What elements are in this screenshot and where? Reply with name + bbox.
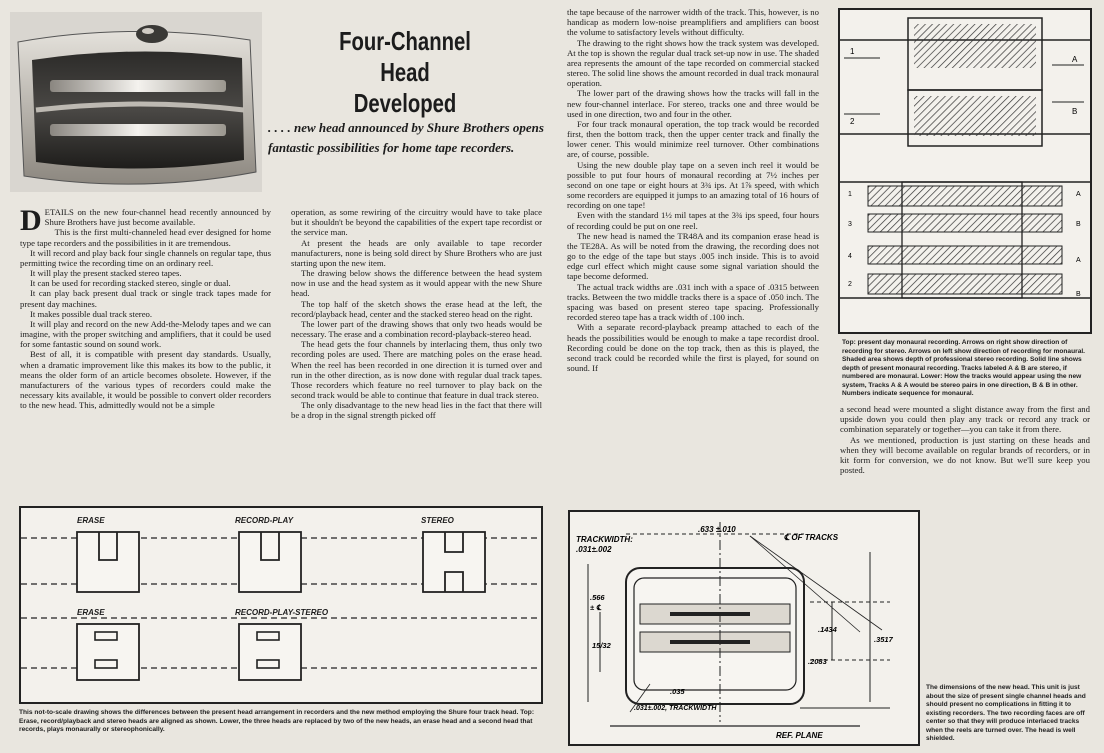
dimension-svg	[570, 512, 918, 744]
col2-para: The drawing below shows the difference between the head system now in use and the head system as it would appear with the new Shure head.	[291, 268, 542, 299]
col4-para: As we mentioned, production is just starting on these heads and when they will become available on regular brands of recorders, or in kit form for conversion, we do not know. But we'll sure keep you posted.	[840, 434, 1090, 476]
top-right-label: B	[1072, 107, 1078, 116]
head-comparison-svg	[21, 508, 541, 702]
dim-035: .035	[670, 687, 685, 696]
title-line-1: Four-Channel Head	[339, 26, 471, 88]
dim-cl: ± ℄	[590, 603, 602, 612]
col3-para: Even with the standard 1½ mil tapes at the 3¾ ips speed, four hours of recording could be put on one reel.	[567, 210, 819, 231]
dim-15-32: 15/32	[592, 641, 611, 650]
bottom-left-label: 1	[848, 191, 852, 198]
dim-3517: .3517	[874, 635, 893, 644]
col2-para: At present the heads are only available to tape recorder manufacturers, none is being sold direct by Shure Brothers who are just starting upon the new item.	[291, 237, 542, 268]
track-width-label: TRACKWIDTH:	[576, 535, 633, 544]
column-1	[20, 204, 271, 411]
label-erase: ERASE	[77, 516, 105, 525]
title-line-2: Developed	[353, 88, 457, 119]
col1-para: This is the first multi-channeled head ever designed for home type tape recorders and the possibilities in it are tremendous.	[20, 227, 271, 248]
bottom-left-label: 3	[848, 221, 852, 228]
column-4	[840, 404, 1090, 475]
col3-para: The new head is named the TR48A and its companion erase head is the TE28A. As will be noted from the drawing, the recording does not go to the edge of the tape but stays .005 inch inside. This is to avoid edge curl effect which might cause some signal variation should the tape become deformed.	[567, 230, 819, 282]
col2-para: operation, as some rewiring of the circuitry would have to take place but it shouldn't be beyond the capabilities of the expert tape recordist or the service man.	[291, 207, 542, 238]
drop-cap: D	[20, 204, 42, 237]
article-title	[290, 26, 520, 120]
track-figure-caption: Top: present day monaural recording. Arrows on right show direction of recording for stereo. Arrows on left show direction of recording for monaural. Shaded area shows depth of professional stereo recording. Solid line shows depth of present monaural recording. Tracks labeled A & B are stereo, if numbered are monaural. Lower: How the tracks would appear using the new system, Tracks A & A would be stereo pairs in one direction, B & B in other. Numbers indicate sequence for monaural.	[842, 339, 1086, 398]
col3-para: The drawing to the right shows how the track system was developed. At the top is shown the regular dual track set-up now in use. The shaded area represents the amount of the tape recorded on commercial stacked stereo. The solid line shows the amount recorded in dual track monaural operation.	[567, 37, 819, 89]
col1-para: It makes possible dual track stereo.	[30, 308, 153, 319]
col2-para: The top half of the sketch shows the erase head at the left, the record/playback head, center and the stacked stereo head on the right.	[291, 298, 542, 319]
col4-para: a second head were mounted a slight distance away from the first and upside down you could then play any track or record any track or combination separately or together—you can take it from there.	[840, 404, 1090, 435]
track-diagram-box	[838, 8, 1092, 334]
dim-2083: .2083	[808, 657, 827, 666]
article-subtitle: . . . . new head announced by Shure Brothers opens fantastic possibilities for home tape recorders.	[268, 120, 544, 155]
label-record-play-stereo: RECORD-PLAY-STEREO	[235, 608, 329, 617]
col1-para: It can play back present dual track or single track tapes made for present day machines.	[20, 288, 271, 309]
col3-para: The actual track widths are .031 inch with a space of .0315 between tracks. Between the two middle tracks there is a space of .050 inch. The spacing was based on present stereo tape spacing. Professionally recorded stereo tape has a track width of .100 inch.	[567, 281, 819, 323]
col3-para: For four track monaural operation, the top track would be recorded first, then the bottom track, then the upper center track and finally the lower cener. This would minimize reel turnover. Other combinations are, of course, possible.	[567, 118, 819, 160]
label-erase-new: ERASE	[77, 608, 105, 617]
bottom-right-label: A	[1076, 257, 1081, 264]
track-width-value: .031±.002	[576, 545, 612, 554]
column-2	[291, 207, 542, 421]
column-3	[567, 7, 819, 373]
col1-para: It will record and play back four single channels on regular tape, thus permitting twice the recording time on an ordinary reel.	[20, 247, 271, 268]
top-right-label: A	[1072, 55, 1078, 64]
col3-para: the tape because of the narrower width of the track. This, however, is no handicap as modern low-noise preamplifiers and amplifiers can boost the volume to satisfactory levels without difficulty.	[567, 7, 819, 38]
col3-para: With a separate record-playback preamp attached to each of the heads the possibilities would be enough to make a tape recordist drool. Recording could be done on the top track, then as this is played, the second track could be recorded while the first is played, for sound on sound. If	[567, 322, 819, 374]
dim-566: .566	[590, 593, 605, 602]
top-left-label: 2	[850, 117, 855, 126]
bottom-right-label: A	[1076, 191, 1081, 198]
col1-para-0: DETAILS on the new four-channel head recently announced by Shure Brothers have just become available.	[20, 204, 271, 237]
cl-tracks-label: ℄ OF TRACKS	[784, 533, 839, 542]
tape-head-photo	[10, 12, 262, 192]
dimension-drawing	[568, 510, 920, 746]
top-left-label: 1	[850, 47, 855, 56]
bottom-left-label: 2	[848, 281, 852, 288]
col2-para: The head gets the four channels by interlacing them, thus only two recording poles are used. There are matching poles on the erase head. When the reel has been recorded in one direction it is turned over and run in the other direction, as is now done with regular dual track tapes. Those recorders which feature no reel turnover to play back on the second track would be able to continue that feature in dual track stereo.	[291, 339, 542, 401]
bottom-track-label: .031±.002, TRACKWIDTH	[634, 705, 717, 712]
tape-head-illustration	[10, 12, 262, 192]
bottom-left-label: 4	[848, 253, 852, 260]
col1-para: Best of all, it is compatible with present day standards. Usually, when a dramatic improvement like this makes its bow to the public, it means the older form of an article becomes obsolete. However, if the manufacturers of the various types of recorders could make the necessary kits available, it would be possible to convert older recorders to the new head. This, admittedly would not be a simple	[20, 349, 271, 411]
ref-plane-label: REF. PLANE	[776, 731, 823, 740]
head-drawing-caption: This not-to-scale drawing shows the differences between the present head arrangement in recorders and the new method employing the Shure four track head. Top: Erase, record/playback and stereo heads are aligned as shown. Lower, the three heads are replaced by two of the new heads, an erase head and a second head that records, plays monaurally or stereophonically.	[19, 709, 535, 734]
col2-para: The lower part of the drawing shows that only two heads would be necessary. The erase and a combination record-playback-stereo head.	[291, 318, 542, 340]
center-dim: .633 ±.010	[698, 525, 736, 534]
col3-para: Using the new double play tape on a seven inch reel it would be possible to put four hours of monaural recording at 7½ inches per second on one tape or eight hours at 3¾ ips. At 1⅞ speed, with which some recorders are equipped it jumps to an amazing total of 16 hours of recording on one tape!	[567, 159, 819, 211]
col3-para: The lower part of the drawing shows how the tracks will fall in the new four-channel interlace. For stereo, tracks one and three would be used in one direction, two and four in the other.	[567, 88, 819, 119]
col2-para: The only disadvantage to the new head lies in the fact that there will be a drop in the signal strength picked off	[291, 400, 542, 421]
label-stereo: STEREO	[421, 516, 454, 525]
track-diagram	[840, 10, 1090, 332]
col1-para: It will play the present stacked stereo tapes.	[30, 268, 182, 279]
col1-para: It will play and record on the new Add-the-Melody tapes and we can imagine, with the proper switching and amplifiers, that it could be used for some fantastic sound on sound work.	[20, 318, 271, 350]
bottom-right-label: B	[1076, 221, 1081, 228]
label-record-play: RECORD-PLAY	[235, 516, 294, 525]
dimension-caption: The dimensions of the new head. This unit is just about the size of present single channel heads and should present no complications in fitting it to existing recorders. The two recording faces are off center so that they will produce interlaced tracks when the reels are turned over. The head is well shielded.	[926, 684, 1086, 743]
dim-1434: .1434	[818, 625, 837, 634]
bottom-right-label: B	[1076, 291, 1081, 298]
col1-para: It can be used for recording stacked stereo, single or dual.	[30, 278, 231, 289]
head-comparison-drawing	[19, 506, 543, 704]
